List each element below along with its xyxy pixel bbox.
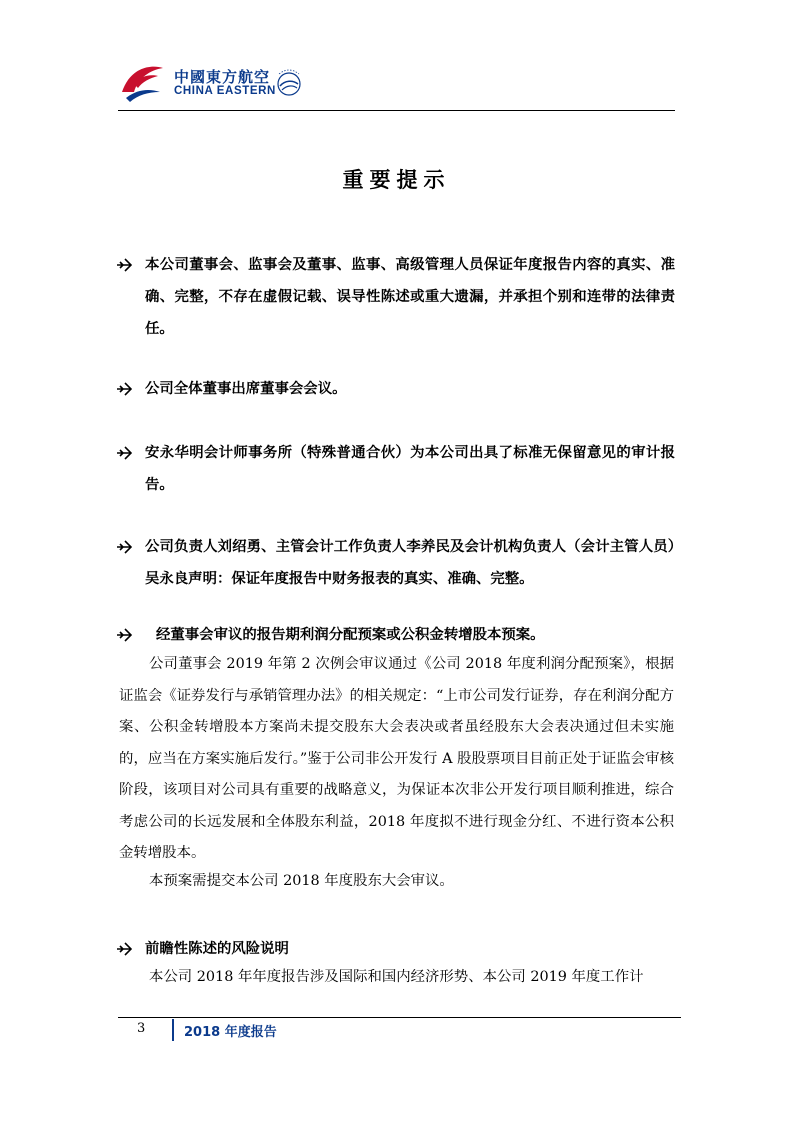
footer-separator: [172, 1019, 174, 1041]
notice-text: 公司负责人刘绍勇、主管会计工作负责人李养民及会计机构负责人（会计主管人员）吴永良声明：保证年度报告中财务报表的真实、准确、完整。: [145, 539, 675, 587]
notice-text: 公司全体董事出席董事会会议。: [145, 381, 347, 397]
notice-text: 本公司董事会、监事会及董事、监事、高级管理人员保证年度报告内容的真实、准确、完整，不存在虚假记载、误导性陈述或重大遗漏，并承担个别和连带的法律责任。: [145, 257, 675, 337]
logo-chinese-name: 中國東方航空: [174, 68, 271, 86]
body-paragraph: 公司董事会 2019 年第 2 次例会审议通过《公司 2018 年度利润分配预案》，根据证监会《证券发行与承销管理办法》的相关规定：“上市公司发行证券，存在利润分配方案、公积金转增股本方案尚未提交股东大会表决或者虽经股东大会表决通过但未实施的，应当在方案实施后发行。”鉴于公司非公开发行 A 股股票项目目前正处于证监会审核阶段，该项目对公司具有重要的战略意义，为保证本次非公开发行项目顺利推进，综合考虑公司的长远发展和全体股东利益，2018 年度拟不进行现金分红、不进行资本公积金转增股本。: [119, 656, 674, 861]
footer-divider: [118, 1017, 681, 1018]
body-paragraph: 本公司 2018 年年度报告涉及国际和国内经济形势、本公司 2019 年度工作计: [149, 969, 644, 985]
page-number: 3: [137, 1021, 146, 1036]
footer-report-title: 2018 年度报告: [184, 1025, 277, 1040]
body-paragraph: 本预案需提交本公司 2018 年度股东大会审议。: [149, 873, 454, 889]
header-divider: [118, 110, 675, 111]
notice-text: 经董事会审议的报告期利润分配预案或公积金转增股本预案。: [156, 627, 545, 643]
airplane-bullet-icon: [116, 257, 132, 273]
notice-text: 安永华明会计师事务所（特殊普通合伙）为本公司出具了标准无保留意见的审计报告。: [145, 445, 675, 493]
skyteam-icon: [275, 64, 303, 98]
china-eastern-swallow-logo: [120, 62, 164, 102]
airplane-bullet-icon: [116, 941, 132, 957]
airplane-bullet-icon: [116, 539, 132, 555]
airplane-bullet-icon: [116, 381, 132, 397]
page-title: 重要提示: [342, 168, 451, 192]
airplane-bullet-icon: [116, 627, 132, 643]
airplane-bullet-icon: [116, 445, 132, 461]
logo-english-name: CHINA EASTERN: [174, 85, 276, 97]
company-logo: [120, 60, 305, 104]
notice-text: 前瞻性陈述的风险说明: [145, 941, 289, 957]
